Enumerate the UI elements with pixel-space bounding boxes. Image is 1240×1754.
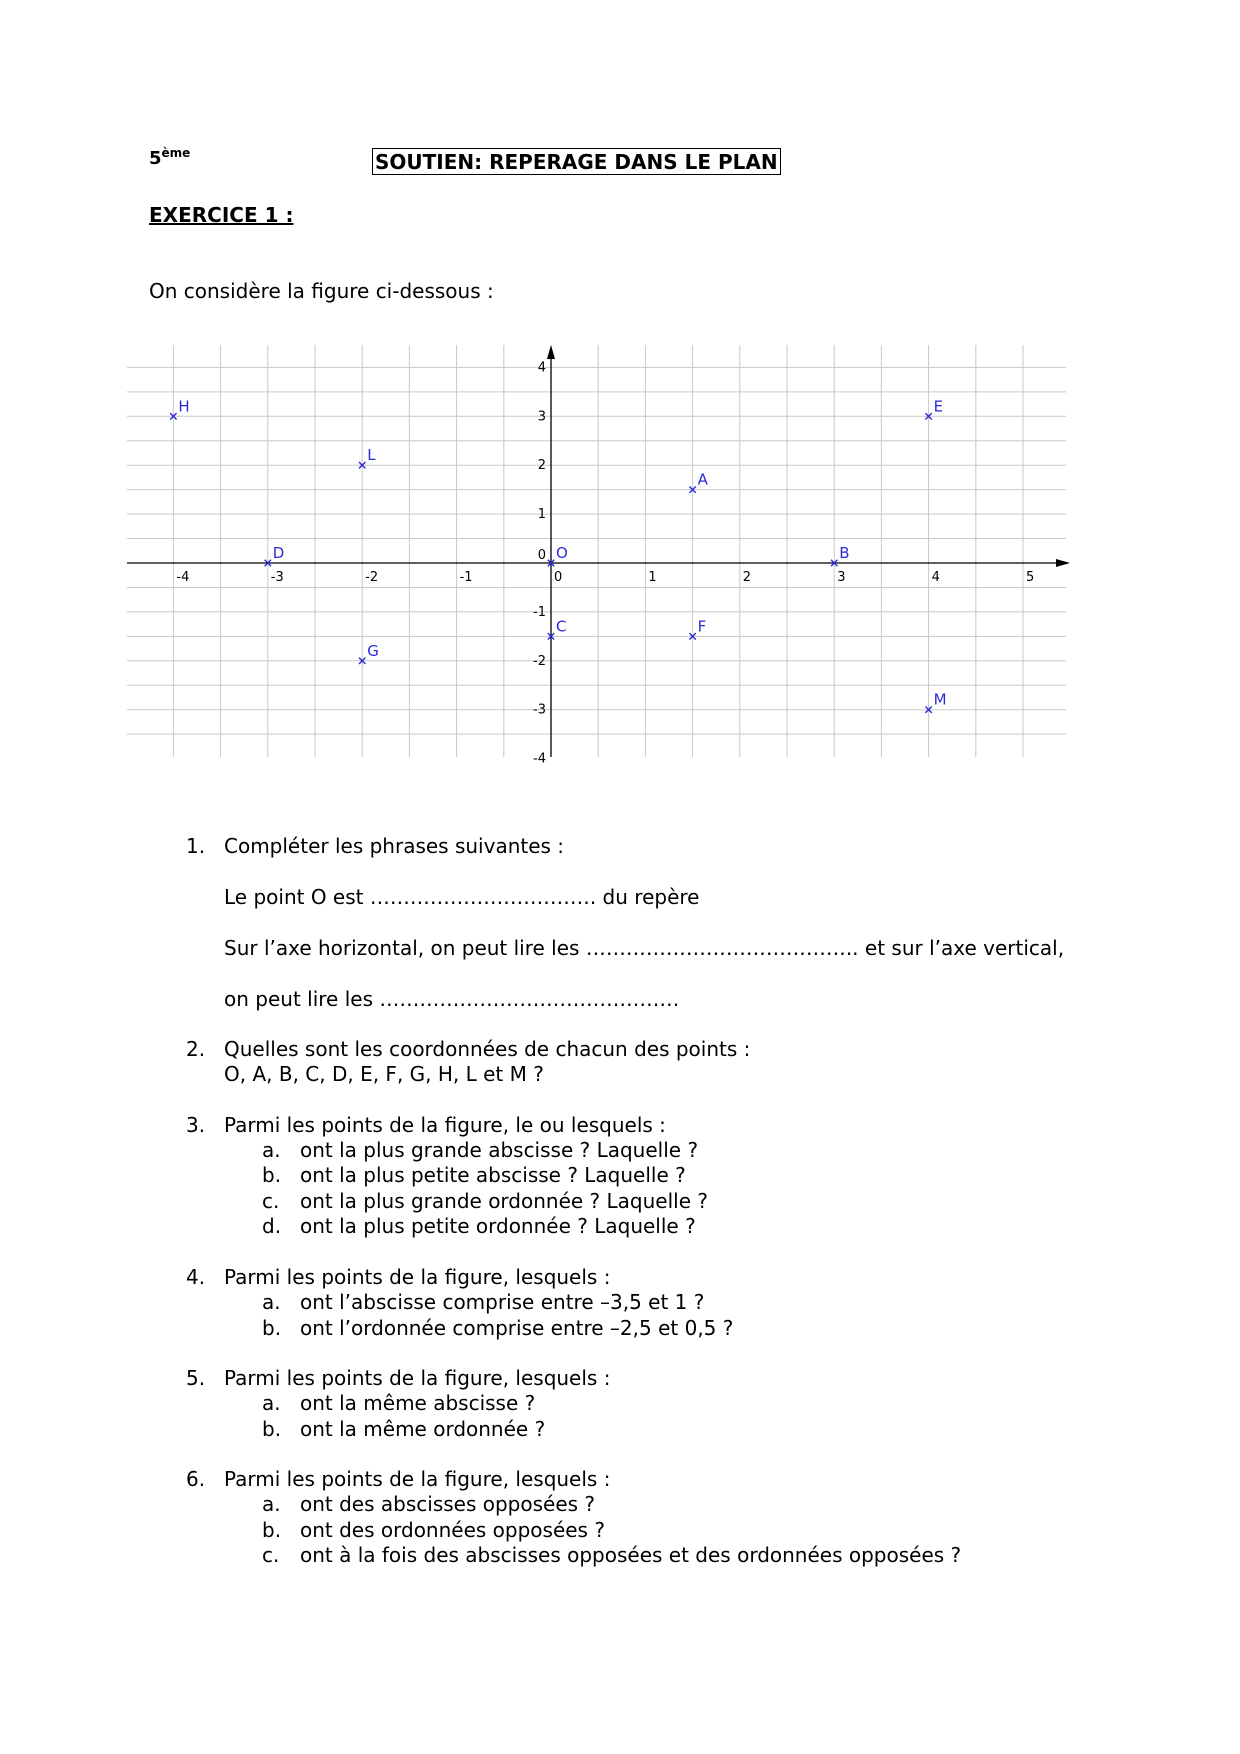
question-text: Parmi les points de la figure, lesquels :	[224, 1265, 611, 1289]
sub-question-text: ont la plus grande abscisse ? Laquelle ?	[300, 1138, 699, 1162]
question-text: Quelles sont les coordonnées de chacun des points :	[224, 1037, 751, 1061]
y-tick-label: 4	[537, 360, 546, 376]
sub-question-letter: a.	[262, 1138, 281, 1162]
point-label: O	[556, 544, 568, 562]
y-tick-label: 2	[537, 458, 546, 474]
sub-question-text: ont des abscisses opposées ?	[300, 1492, 596, 1516]
y-tick-label: 1	[537, 507, 546, 523]
question-text: Parmi les points de la figure, lesquels :	[224, 1467, 611, 1491]
y-tick-label: -4	[533, 751, 546, 767]
y-axis-arrow	[547, 345, 555, 359]
x-tick-label: 0	[554, 570, 563, 585]
y-tick-label: -3	[533, 702, 546, 718]
sub-question-letter: b.	[262, 1417, 282, 1441]
sub-question-text: ont la plus petite abscisse ? Laquelle ?	[300, 1163, 686, 1187]
point-label: E	[933, 397, 944, 416]
fill-in-sentence: Le point O est ……………………………. du repère	[224, 885, 700, 909]
fill-in-sentence: on peut lire les ………………………………………	[224, 987, 680, 1011]
sub-question-letter: d.	[262, 1214, 282, 1238]
question-number: 6.	[186, 1467, 206, 1491]
sub-question-letter: a.	[262, 1391, 281, 1415]
sub-question-letter: b.	[262, 1316, 282, 1340]
x-tick-label: 5	[1026, 570, 1035, 585]
point-label: D	[272, 544, 285, 562]
y-tick-label: -2	[533, 653, 546, 669]
sub-question-text: ont la même abscisse ?	[300, 1391, 536, 1415]
sub-question-text: ont l’abscisse comprise entre –3,5 et 1 ?	[300, 1290, 705, 1314]
exercise-heading: EXERCICE 1 :	[149, 203, 294, 227]
x-tick-label: 4	[931, 570, 940, 585]
point-label: L	[367, 446, 376, 465]
x-tick-label: -4	[176, 570, 190, 585]
x-tick-label: 1	[648, 570, 657, 585]
sub-question-text: ont la plus petite ordonnée ? Laquelle ?	[300, 1214, 696, 1238]
y-tick-label: 0	[537, 548, 546, 563]
sub-question-text: ont des ordonnées opposées ?	[300, 1518, 605, 1542]
grid	[127, 345, 1066, 757]
plotted-points	[170, 397, 946, 713]
sub-question-text: ont la plus grande ordonnée ? Laquelle ?	[300, 1189, 708, 1213]
x-axis-arrow	[1056, 559, 1070, 567]
point-label: F	[697, 617, 707, 636]
sub-question-letter: a.	[262, 1290, 281, 1314]
x-tick-label: 2	[742, 570, 752, 585]
question-number: 2.	[186, 1037, 206, 1061]
question-number: 1.	[186, 834, 206, 858]
point-label: M	[933, 690, 947, 709]
x-tick-label: 3	[837, 570, 846, 585]
sub-question-text: ont à la fois des abscisses opposées et des ordonnées opposées ?	[300, 1543, 962, 1567]
x-tick-label: -3	[270, 570, 284, 585]
x-tick-label: -2	[365, 570, 379, 585]
point-label: H	[178, 397, 190, 416]
sub-question-letter: c.	[262, 1189, 280, 1213]
x-tick-label: -1	[459, 570, 473, 585]
class-level-number: 5	[149, 148, 162, 169]
question-text: O, A, B, C, D, E, F, G, H, L et M ?	[224, 1062, 544, 1086]
sub-question-letter: c.	[262, 1543, 280, 1567]
sub-question-letter: b.	[262, 1163, 282, 1187]
y-tick-label: 3	[537, 409, 546, 425]
point-label: C	[556, 617, 567, 636]
question-number: 3.	[186, 1113, 206, 1137]
question-number: 4.	[186, 1265, 206, 1289]
sub-question-text: ont l’ordonnée comprise entre –2,5 et 0,5 ?	[300, 1316, 734, 1340]
question-text: Parmi les points de la figure, lesquels :	[224, 1366, 611, 1390]
coordinate-plane-chart	[0, 0, 1240, 800]
sub-question-text: ont la même ordonnée ?	[300, 1417, 546, 1441]
fill-in-sentence: Sur l’axe horizontal, on peut lire les ………………………………….. et sur l’axe vertical,	[224, 936, 1065, 960]
sub-question-letter: a.	[262, 1492, 281, 1516]
point-label: B	[839, 544, 850, 562]
question-text: Parmi les points de la figure, le ou lesquels :	[224, 1113, 666, 1137]
point-label: G	[367, 641, 379, 660]
point-label: A	[697, 470, 708, 489]
question-number: 5.	[186, 1366, 206, 1390]
question-text: Compléter les phrases suivantes :	[224, 834, 565, 858]
exercise-intro: On considère la figure ci-dessous :	[149, 279, 494, 303]
page-title: SOUTIEN: REPERAGE DANS LE PLAN	[372, 148, 781, 175]
class-level-suffix: ème	[161, 146, 191, 160]
y-tick-label: -1	[533, 604, 546, 620]
sub-question-letter: b.	[262, 1518, 282, 1542]
